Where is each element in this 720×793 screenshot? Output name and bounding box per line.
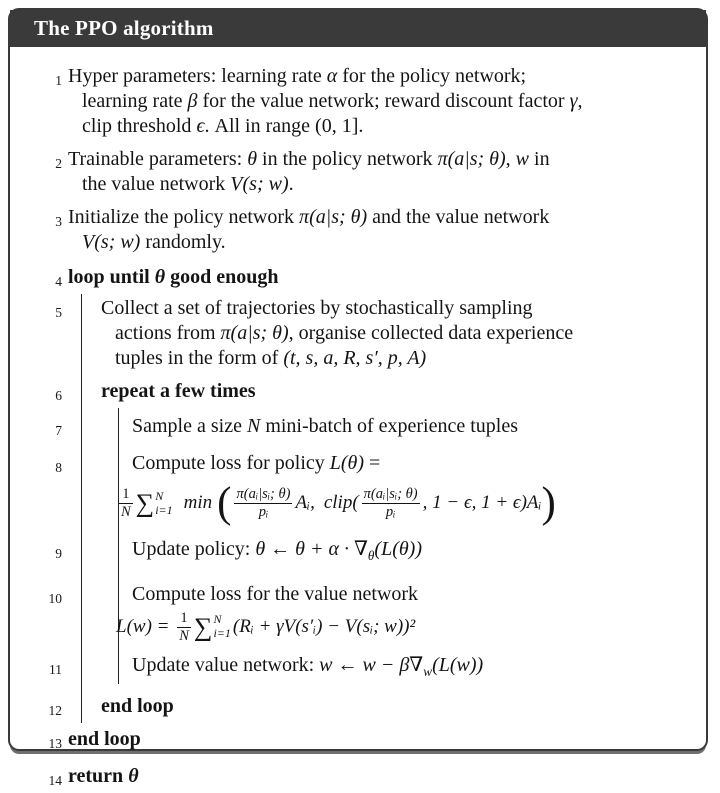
statement-text: [68, 230, 700, 255]
text-run: mini-batch of experience tuples: [260, 415, 518, 437]
line-number: 7: [55, 423, 62, 438]
statement: [62, 197, 700, 255]
loop-rule: [81, 443, 118, 531]
indent-spacer: [62, 684, 81, 723]
text-run: in: [529, 148, 550, 170]
numerator: π(aᵢ|sᵢ; θ): [363, 486, 418, 503]
algo-line-4: [14, 255, 700, 294]
denominator: pᵢ: [362, 503, 420, 521]
statement-text: [132, 582, 700, 607]
fraction: [119, 486, 133, 520]
line-number: 13: [48, 736, 62, 752]
math-run: V(s; w): [230, 173, 289, 195]
algorithm-body: [10, 47, 706, 793]
text-run: tuples in the form of: [115, 347, 284, 369]
math-run: (t, s, a, R, s′, p, A): [283, 347, 427, 369]
nabla-subscript: θ: [367, 547, 375, 563]
denominator: pᵢ: [234, 503, 292, 521]
math-run: , 1 − ϵ, 1 + ϵ)Aᵢ: [422, 492, 542, 513]
text-run: actions from: [115, 322, 221, 344]
text-run: clip threshold: [82, 115, 197, 137]
statement: [101, 684, 700, 723]
line-number: 6: [55, 388, 62, 403]
statement: [101, 294, 700, 371]
statement-text: [68, 172, 700, 197]
keyword-run: return: [68, 765, 129, 788]
return-keyword-line: [68, 764, 700, 789]
indent-spacer: [62, 568, 81, 648]
statement-text: [68, 114, 700, 139]
text-run: Update policy:: [132, 537, 256, 560]
statement: [62, 756, 700, 793]
sum-upper-limit: N: [155, 488, 164, 503]
math-run: L(θ): [329, 452, 365, 474]
math-run: π(a|s; θ): [220, 322, 289, 344]
text-run: Update value network:: [132, 654, 320, 677]
line-number: 11: [49, 662, 62, 678]
text-run: . All in range (0, 1].: [204, 115, 364, 137]
line-number: 3: [55, 214, 62, 229]
keyword-run: end loop: [101, 695, 174, 718]
loop-rule: [81, 684, 101, 723]
math-run: (L(w)): [432, 654, 484, 677]
end-keyword-line: [101, 694, 700, 719]
loop-rule: [81, 294, 101, 371]
statement-text: [132, 451, 700, 476]
loop-rule: [81, 531, 118, 568]
text-run: Compute loss for the value network: [132, 582, 419, 605]
denominator: N: [121, 504, 131, 521]
statement: [116, 568, 700, 648]
text-run: ,: [505, 148, 516, 170]
statement: [62, 723, 700, 756]
algo-line-2: [14, 139, 700, 197]
algo-line-8: [14, 443, 700, 531]
algorithm-box: [8, 8, 708, 789]
algo-line-10: [14, 568, 700, 648]
fraction: [362, 486, 420, 520]
algo-line-13: [14, 723, 700, 756]
statement-text: [68, 147, 700, 172]
text-run: and the value network: [367, 206, 550, 228]
sum-operator-icon: ∑: [135, 488, 155, 518]
keyword-run: repeat a few times: [101, 380, 256, 402]
title-bar: [10, 10, 706, 47]
text-run: ,: [577, 90, 583, 112]
statement: [132, 408, 700, 443]
text-run: Sample a size: [132, 415, 247, 437]
loop-rule: [81, 408, 118, 443]
big-paren-open: (: [217, 479, 232, 527]
sum-lower-limit: i=1: [155, 502, 173, 517]
end-keyword-line: [68, 727, 700, 752]
sum-operator-icon: ∑: [193, 612, 213, 642]
text-run: learning rate: [82, 90, 188, 112]
math-run: θ: [247, 148, 258, 170]
statement-text: [132, 653, 700, 684]
text-run: Trainable parameters:: [68, 148, 248, 170]
keyword-run: good enough: [165, 266, 279, 288]
numerator: π(aᵢ|sᵢ; θ): [236, 486, 291, 503]
algo-line-7: [14, 408, 700, 443]
statement-text: [101, 346, 700, 371]
line-number: 4: [55, 274, 62, 289]
loop-rule: [81, 647, 118, 684]
math-run: N: [246, 415, 261, 437]
statement-text: [132, 414, 700, 439]
line-number: 2: [55, 156, 62, 171]
statement: [101, 371, 700, 408]
text-run: for the policy network;: [337, 65, 527, 87]
sum-limits: [213, 613, 230, 641]
statement: [121, 443, 700, 531]
min-function: min: [183, 492, 213, 513]
keyword-run: loop until: [68, 266, 155, 288]
keyword-run: end loop: [68, 728, 141, 751]
math-run: β: [187, 90, 198, 112]
repeat-rule: [118, 647, 132, 684]
math-run: (L(θ)): [374, 537, 422, 560]
loop-keyword-line: [68, 265, 700, 290]
text-run: Initialize the policy network: [68, 206, 300, 228]
statement: [132, 647, 700, 684]
nabla-subscript: w: [423, 664, 433, 680]
statement-text: [68, 89, 700, 114]
statement: [62, 139, 700, 197]
text-run: randomly.: [140, 231, 226, 253]
algo-line-3: [14, 197, 700, 255]
text-run: Compute loss for policy: [132, 452, 330, 474]
sum-upper-limit: N: [213, 612, 222, 627]
indent-spacer: [62, 371, 81, 408]
repeat-keyword-line: [101, 379, 700, 404]
math-run: θ ← θ + α · ∇: [255, 537, 368, 560]
repeat-rule: [118, 408, 132, 443]
denominator: N: [179, 627, 189, 644]
fraction: [177, 610, 191, 644]
statement-text: [132, 537, 700, 568]
math-run: w ← w − β∇: [319, 654, 424, 677]
statement: [62, 62, 700, 139]
policy-loss-equation: [116, 476, 700, 531]
text-run: Collect a set of trajectories by stochastically sampling: [101, 297, 533, 319]
line-number: 5: [55, 305, 62, 320]
text-run: for the value network; reward discount factor: [197, 90, 570, 112]
line-number: 14: [48, 773, 62, 789]
statement-text: [68, 64, 700, 89]
clip-function: clip(: [323, 492, 359, 513]
math-run: Aᵢ,: [295, 492, 315, 513]
algo-line-12: [14, 684, 700, 723]
text-run: Hyper parameters: learning rate: [68, 65, 327, 87]
statement-text: [101, 321, 700, 346]
big-paren-close: ): [541, 479, 556, 527]
text-run: , organise collected data experience: [288, 322, 574, 344]
statement-text: [68, 205, 700, 230]
math-run: π(a|s; θ): [299, 206, 368, 228]
text-run: =: [364, 452, 381, 474]
algo-line-5: [14, 294, 700, 371]
line-number: 1: [55, 73, 62, 88]
sum-lower-limit: i=1: [213, 626, 231, 641]
fraction: [234, 486, 292, 520]
text-run: in the policy network: [257, 148, 438, 170]
loop-rule: [81, 568, 118, 648]
statement: [62, 255, 700, 294]
algo-line-14: [14, 756, 700, 793]
repeat-rule: [118, 531, 132, 568]
sum-limits: [155, 490, 172, 518]
line-number: 12: [48, 703, 62, 719]
loop-rule: [81, 371, 101, 408]
math-run: γ: [569, 90, 578, 112]
math-run: (Rᵢ + γV(s′ᵢ) − V(sᵢ; w))²: [232, 615, 416, 637]
indent-spacer: [62, 647, 81, 684]
statement: [132, 531, 700, 568]
numerator: 1: [180, 610, 188, 627]
algorithm-title: The PPO algorithm: [34, 16, 214, 40]
line-number: 9: [55, 545, 62, 561]
text-run: the value network: [82, 173, 231, 195]
text-run: .: [288, 173, 294, 195]
algo-line-11: [14, 647, 700, 684]
math-run: V(s; w): [82, 231, 141, 253]
numerator: 1: [122, 486, 130, 503]
line-number: 10: [48, 590, 62, 606]
math-run: w: [515, 148, 530, 170]
math-run: θ: [154, 266, 166, 288]
math-run: L(w) =: [116, 615, 175, 637]
math-run: θ: [128, 765, 139, 788]
indent-spacer: [62, 443, 81, 531]
indent-spacer: [62, 294, 81, 371]
algo-line-6: [14, 371, 700, 408]
math-run: π(a|s; θ): [437, 148, 506, 170]
math-run: α: [326, 65, 338, 87]
algo-line-1: [14, 62, 700, 139]
indent-spacer: [62, 408, 81, 443]
value-loss-equation: [116, 607, 700, 648]
indent-spacer: [62, 531, 81, 568]
statement-text: [101, 296, 700, 321]
line-number: 8: [55, 460, 62, 475]
algo-line-9: [14, 531, 700, 568]
math-run: ϵ: [196, 115, 205, 137]
